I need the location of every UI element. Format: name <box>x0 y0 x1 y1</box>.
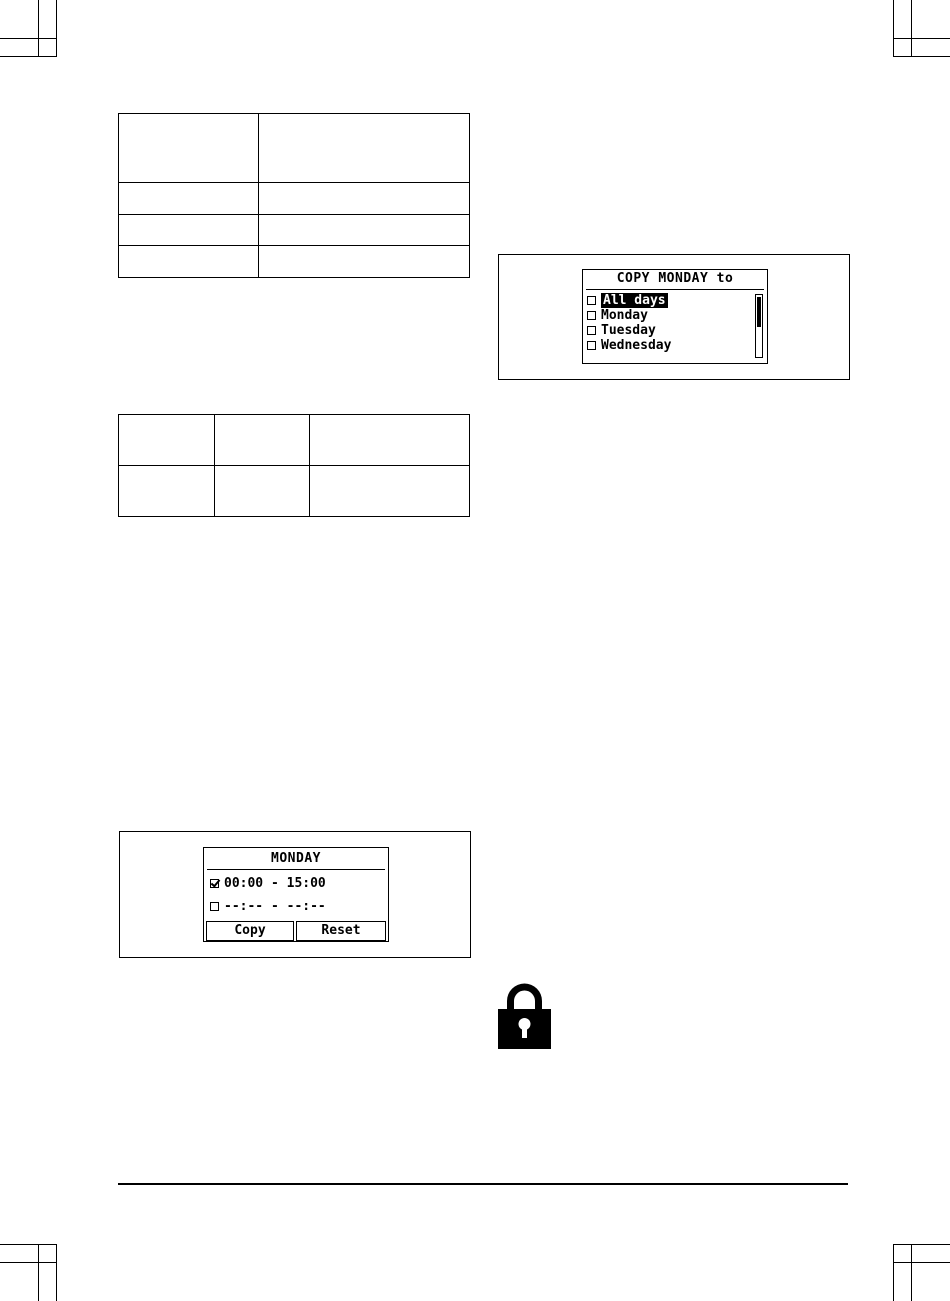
copy-screen-title: COPY MONDAY to <box>616 271 734 286</box>
title-divider <box>586 289 764 290</box>
table-cell <box>310 466 470 517</box>
footer-divider <box>118 1183 848 1185</box>
work-period-2[interactable] <box>210 899 326 914</box>
table-cell <box>119 246 259 278</box>
reset-button[interactable]: Reset <box>296 921 386 941</box>
table-cell <box>119 114 259 183</box>
scrollbar[interactable] <box>755 294 763 358</box>
settings-table <box>118 113 470 278</box>
copy-option-label: All days <box>603 293 666 308</box>
work-period-1[interactable] <box>210 876 326 891</box>
monday-screen-figure <box>119 831 471 958</box>
table-cell <box>119 215 259 246</box>
copy-option-tuesday[interactable] <box>587 323 656 338</box>
checkbox-icon[interactable] <box>587 326 596 335</box>
checkbox-icon[interactable] <box>587 311 596 320</box>
checked-checkbox-icon[interactable] <box>210 879 219 888</box>
table-cell <box>215 415 310 466</box>
copy-screen-figure <box>498 254 850 380</box>
table-cell <box>310 415 470 466</box>
table-cell <box>119 415 215 466</box>
table-cell <box>259 246 470 278</box>
work-period-time: 00:00 - 15:00 <box>224 876 326 891</box>
table-cell <box>119 183 259 215</box>
schedule-table <box>118 414 470 517</box>
copy-option-label: Wednesday <box>601 338 672 353</box>
scrollbar-thumb[interactable] <box>757 297 761 327</box>
padlock-icon <box>498 980 551 1049</box>
copy-option-label: Tuesday <box>601 323 656 338</box>
checkbox-icon[interactable] <box>587 341 596 350</box>
copy-button[interactable]: Copy <box>206 921 294 941</box>
title-divider <box>207 869 385 870</box>
work-period-time: --:-- - --:-- <box>224 899 326 914</box>
copy-option-all-days[interactable] <box>587 293 668 308</box>
copy-option-monday[interactable] <box>587 308 648 323</box>
monday-screen-title: MONDAY <box>271 851 321 866</box>
checkbox-icon[interactable] <box>587 296 596 305</box>
monday-screen-display <box>203 847 389 942</box>
copy-option-label: Monday <box>601 308 648 323</box>
checkbox-icon[interactable] <box>210 902 219 911</box>
table-cell <box>259 215 470 246</box>
copy-option-wednesday[interactable] <box>587 338 671 353</box>
table-cell <box>215 466 310 517</box>
table-cell <box>259 183 470 215</box>
table-cell <box>119 466 215 517</box>
table-cell <box>259 114 470 183</box>
copy-screen-display <box>582 269 768 364</box>
